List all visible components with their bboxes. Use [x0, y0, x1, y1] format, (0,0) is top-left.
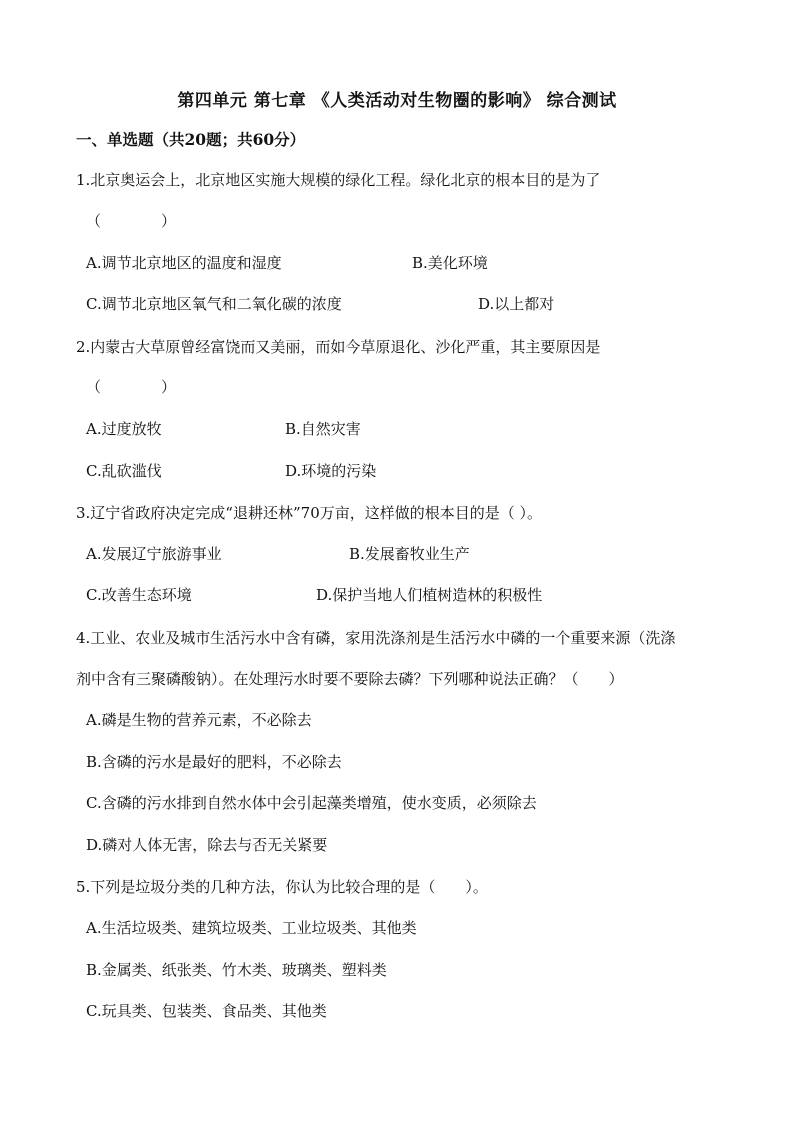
question-1-option-d: D.以上都对: [478, 295, 555, 313]
question-2-option-d: D.环境的污染: [285, 462, 377, 480]
question-1-option-c: C.调节北京地区氧气和二氧化碳的浓度: [86, 295, 342, 313]
exam-title: 第四单元 第七章 《人类活动对生物圈的影响》 综合测试: [177, 91, 617, 111]
question-3-option-b: B.发展畜牧业生产: [349, 545, 470, 563]
question-5-option-c: C.玩具类、包装类、食品类、其他类: [86, 1002, 327, 1020]
question-1-blank: （ ）: [86, 212, 177, 230]
question-4-option-c: C.含磷的污水排到自然水体中会引起藻类增殖，使水变质，必须除去: [86, 794, 537, 812]
question-4-stem-line-1: 4.工业、农业及城市生活污水中含有磷，家用洗涤剂是生活污水中磷的一个重要来源（洗涤: [76, 629, 676, 647]
question-2-stem: 2.内蒙古大草原曾经富饶而又美丽，而如今草原退化、沙化严重，其主要原因是: [76, 338, 601, 356]
question-5-stem: 5.下列是垃圾分类的几种方法，你认为比较合理的是（ ）。: [76, 878, 488, 896]
question-2-blank: （ ）: [86, 378, 177, 396]
question-1-stem: 1.北京奥运会上，北京地区实施大规模的绿化工程。绿化北京的根本目的是为了: [76, 171, 601, 189]
question-3-stem: 3.辽宁省政府决定完成“退耕还林”70万亩，这样做的根本目的是（ ）。: [76, 504, 543, 522]
question-4-option-a: A.磷是生物的营养元素，不必除去: [86, 711, 312, 729]
question-5-option-b: B.金属类、纸张类、竹木类、玻璃类、塑料类: [86, 961, 387, 979]
question-3-option-c: C.改善生态环境: [86, 586, 192, 604]
question-4-stem-line-2: 剂中含有三聚磷酸钠）。在处理污水时要不要除去磷？下列哪种说法正确？（ ）: [76, 670, 624, 688]
question-2-option-b: B.自然灾害: [285, 420, 361, 438]
question-1-option-a: A.调节北京地区的温度和湿度: [86, 254, 282, 272]
question-1-option-b: B.美化环境: [412, 254, 488, 272]
question-4-option-d: D.磷对人体无害，除去与否无关紧要: [86, 836, 328, 854]
question-5-option-a: A.生活垃圾类、建筑垃圾类、工业垃圾类、其他类: [86, 919, 417, 937]
question-4-option-b: B.含磷的污水是最好的肥料，不必除去: [86, 753, 342, 771]
question-2-option-c: C.乱砍滥伐: [86, 462, 162, 480]
question-3-option-a: A.发展辽宁旅游事业: [86, 545, 222, 563]
section-heading: 一、单选题（共20题；共60分）: [76, 130, 306, 149]
question-2-option-a: A.过度放牧: [86, 420, 162, 438]
question-3-option-d: D.保护当地人们植树造林的积极性: [316, 586, 543, 604]
